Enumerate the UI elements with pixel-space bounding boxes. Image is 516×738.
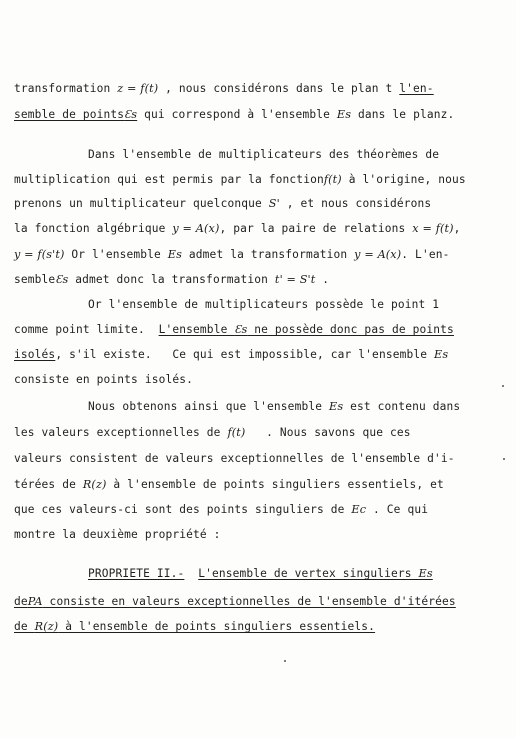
text-segment: térées de [14,478,83,491]
text-segment: consiste en valeurs exceptionnelles de l'ensemble d'itérées [42,595,456,608]
text-segment: . L'en- [401,248,450,261]
text-segment: admet donc la transformation [68,273,275,286]
text-segment: comme point limite. [14,323,159,336]
text-line [14,248,449,262]
text-segment: la fonction algébrique [14,222,173,235]
text-line [14,222,461,236]
text-line [14,503,428,517]
handwritten-symbol: f(t) [227,426,246,439]
text-segment: semble de points [14,108,125,121]
handwritten-symbol: Es [336,108,352,121]
text-line [88,400,460,414]
text-segment: semble [14,273,56,286]
text-segment: . Ce qui [366,503,429,516]
handwritten-symbol: S' [268,197,280,210]
text-line [14,323,454,337]
text-segment: . [315,273,330,286]
text-segment: à l'ensemble de points singuliers essentiels, et [106,478,444,491]
text-line [14,173,466,187]
property-text-line [14,620,375,634]
text-line [14,478,444,492]
text-line [14,82,434,96]
text-line [14,426,411,440]
text-segment: de [14,595,28,608]
text-line [14,108,454,122]
text-segment: Or l'ensemble de multiplicateurs possède le point 1 [88,298,440,311]
handwritten-symbol: PA [27,595,43,608]
text-line [14,197,431,211]
text-line [14,273,329,287]
handwritten-symbol: z = f(t) [117,82,159,95]
handwritten-symbol: Es [418,567,433,580]
text-segment: , [453,222,461,235]
text-segment: multiplication qui est permis par la fonction [14,173,324,186]
text-segment: consiste en points isolés. [14,373,194,386]
text-segment: Or l'ensemble [64,248,168,261]
handwritten-symbol: y = A(x) [354,248,402,261]
text-segment: de [14,620,35,633]
text-segment: valeurs consistent de valeurs exceptionnelles de l'ensemble d'i- [14,452,455,465]
text-line [14,528,221,542]
text-segment: L'ensemble [158,323,235,336]
handwritten-symbol: t' = S't [274,273,316,286]
text-segment: à l'origine, nous [341,173,466,186]
scan-speck [503,458,505,460]
text-segment: admet la transformation [182,248,355,261]
handwritten-symbol: f(t) [323,173,342,186]
text-segment: que ces valeurs-ci sont des points singuliers de [14,503,352,516]
text-segment: Nous obtenons ainsi que l'ensemble [88,400,329,413]
text-segment: prenons un multiplicateur quelconque [14,197,269,210]
scan-speck [502,385,504,387]
text-line [14,452,455,466]
text-segment: qui correspond à l'ensemble [137,108,337,121]
text-line [14,373,193,387]
text-segment: L'ensemble de vertex singuliers [198,567,419,580]
text-segment: Dans l'ensemble de multiplicateurs des théorèmes de [88,148,440,161]
text-line [88,148,439,162]
text-segment: , nous considérons dans le plan t [158,82,400,95]
text-segment: montre la deuxième propriété : [14,528,221,541]
text-segment: , par la paire de relations [219,222,413,235]
text-segment: les valeurs exceptionnelles de [14,426,228,439]
text-line [14,348,448,362]
handwritten-symbol: Ɛs [55,273,69,286]
handwritten-symbol: y = A(x) [172,222,220,235]
text-segment: , s'il existe. Ce qui est impossible, car l'ensemble [55,348,435,361]
text-segment: . Nous savons que ces [245,426,411,439]
handwritten-symbol: Ec [351,503,367,516]
text-line [88,298,439,312]
text-segment [184,567,198,580]
text-segment: transformation [14,82,118,95]
handwritten-symbol: Es [434,348,449,361]
text-segment: l'en- [399,82,434,95]
text-segment: isolés [14,348,56,361]
text-segment: , et nous considérons [279,197,432,210]
handwritten-symbol: Ɛs [124,108,138,121]
text-segment: est contenu dans [343,400,461,413]
handwritten-symbol: Es [329,400,344,413]
handwritten-symbol: y = f(s't) [14,248,65,261]
handwritten-symbol: x = f(t) [412,222,454,235]
handwritten-symbol: R(z) [34,620,59,633]
property-text-line [14,595,456,609]
text-segment: PROPRIETE II.- [88,567,185,580]
text-segment: à l'ensemble de points singuliers essentiels. [58,620,376,633]
handwritten-symbol: Ɛs [234,323,248,336]
handwritten-symbol: R(z) [82,478,107,491]
text-segment: ne possède donc pas de points [247,323,454,336]
scan-speck [284,660,286,662]
property-title-line [88,567,433,581]
handwritten-symbol: Es [167,248,183,261]
text-segment: dans le planz. [351,108,455,121]
